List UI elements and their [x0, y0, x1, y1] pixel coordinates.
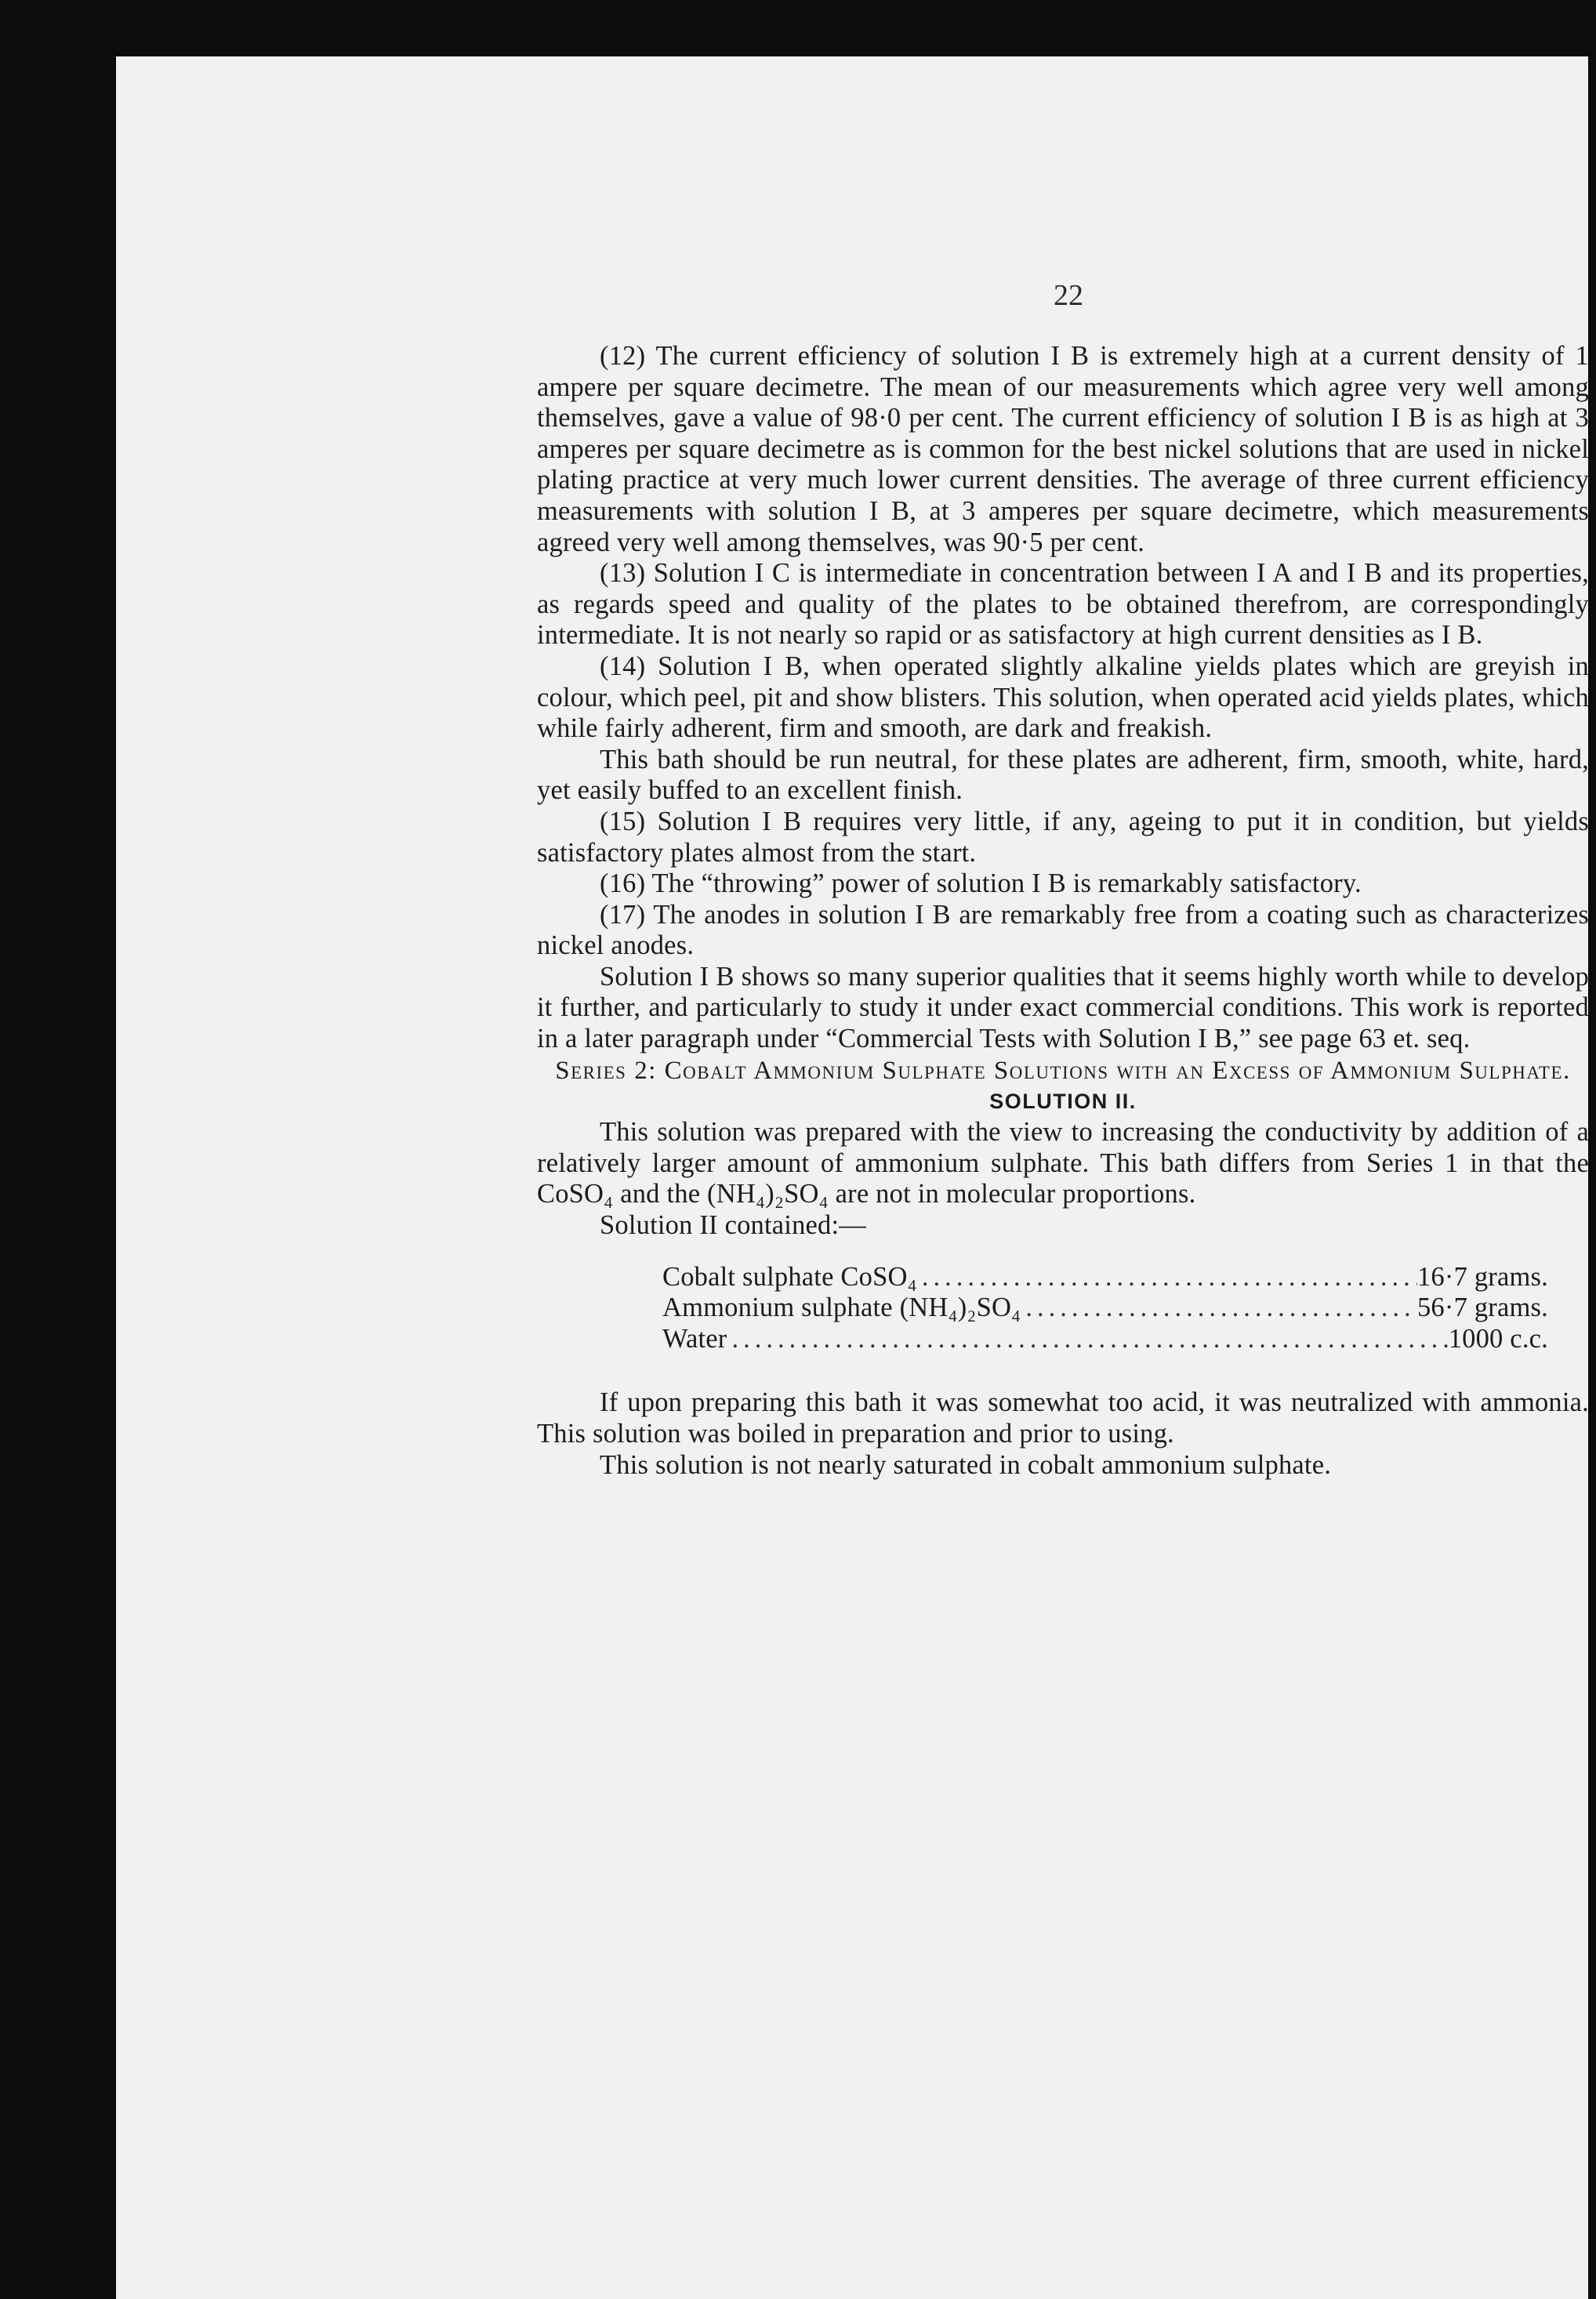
paragraph-13: (13) Solution I C is intermediate in concentration between I A and I B and its properties, as regards speed and quality of the plates to be obtained therefrom, are correspondingly intermediate. It is not nearly so rapid or as satisfactory at high current densities as I B. [537, 558, 1589, 651]
series-heading: Series 2: Cobalt Ammonium Sulphate Solutions with an Excess of Ammonium Sulphate. [555, 1056, 1571, 1085]
solution-title: SOLUTION II. [989, 1089, 1137, 1113]
paragraph-15: (15) Solution I B requires very little, if any, ageing to put it in condition, but yields satisfactory plates almost from the start. [537, 806, 1589, 868]
paragraph-run-neutral: This bath should be run neutral, for these plates are adherent, firm, smooth, white, hard, yet easily buffed to an excellent finish. [537, 744, 1589, 806]
paragraph-solution-ii-contained: Solution II contained:— [600, 1210, 866, 1241]
scanned-page [116, 56, 1588, 2299]
ingredient-amount: 16·7 grams. [1416, 1261, 1548, 1292]
paragraph-17: (17) The anodes in solution I B are remarkably free from a coating such as characterizes nickel anodes. [537, 899, 1589, 961]
ingredient-amount: 56·7 grams. [1416, 1293, 1548, 1323]
recipe-row [662, 1262, 1548, 1293]
leader-dots [917, 1262, 1417, 1293]
recipe-row [662, 1293, 1548, 1324]
paragraph-14: (14) Solution I B, when operated slightly alkaline yields plates which are greyish in colour, which peel, pit and show blisters. This solution, when operated acid yields plates, which while fairly adherent, firm and smooth, are dark and freakish. [537, 651, 1589, 744]
leader-dots [1021, 1293, 1417, 1324]
ingredient-name: Water [662, 1323, 727, 1354]
ingredient-amount: 1000 c.c. [1448, 1323, 1548, 1354]
recipe-table [537, 1262, 1548, 1355]
page-number: 22 [1054, 279, 1083, 312]
paragraph-solution-ii-intro: This solution was prepared with the view to increasing the conductivity by addition of a relatively larger amount of ammonium sulphate. This bath differs from Series 1 in that the CoSO₄ and the (NH₄)₂SO₄ are not in molecular proportions. [537, 1117, 1589, 1209]
paragraph-12: (12) The current efficiency of solution I B is extremely high at a current density of 1 ampere per square decimetre. The mean of our measurements which agree very well among themselves, gave a value of 98·0 per cent. The current efficiency of solution I B is as high at 3 amperes per square decimetre as is common for the best nickel solutions that are used in nickel plating practice at very much lower current densities. The average of three current efficiency measurements with solution I B, at 3 amperes per square decimetre, which measurements agreed very well among themselves, was 90·5 per cent. [537, 341, 1589, 557]
spacer [537, 1354, 1589, 1387]
paragraph-solution-ib-summary: Solution I B shows so many superior qualities that it seems highly worth while to develop it further, and particularly to study it under exact commercial conditions. This work is reported in a later paragraph under “Commercial Tests with Solution I B,” see page 63 et. seq. [537, 961, 1589, 1054]
body-text [537, 341, 1589, 1481]
paragraph-not-saturated: This solution is not nearly saturated in cobalt ammonium sulphate. [600, 1449, 1332, 1480]
ingredient-name: Ammonium sulphate (NH₄)₂SO₄ [662, 1293, 1021, 1323]
paragraph-16: (16) The “throwing” power of solution I B is remarkably satisfactory. [600, 868, 1362, 899]
paragraph-neutralized: If upon preparing this bath it was somewhat too acid, it was neutralized with ammonia. This solution was boiled in preparation and prior to using. [537, 1387, 1589, 1449]
recipe-row [662, 1324, 1548, 1355]
leader-dots [727, 1324, 1449, 1355]
ingredient-name: Cobalt sulphate CoSO₄ [662, 1261, 917, 1292]
